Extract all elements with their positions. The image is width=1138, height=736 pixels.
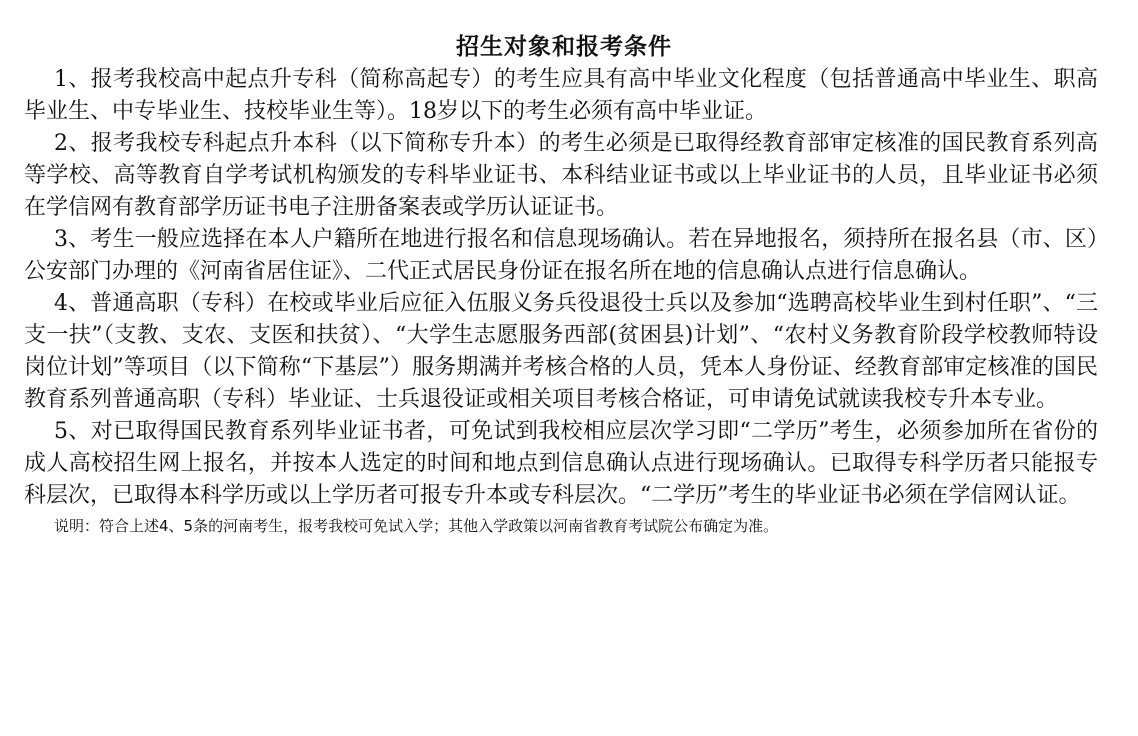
footnote: 说明：符合上述4、5条的河南考生，报考我校可免试入学；其他入学政策以河南省教育考试院公布确定为准。 xyxy=(54,517,779,535)
document-title: 招生对象和报考条件 xyxy=(456,33,672,60)
condition-paragraph-1: 1、报考我校高中起点升专科（简称高起专）的考生应具有高中毕业文化程度（包括普通高中毕业生、职高毕业生、中专毕业生、技校毕业生等）。18岁以下的考生必须有高中毕业证。 xyxy=(24,67,1098,124)
condition-paragraph-4: 4、普通高职（专科）在校或毕业后应征入伍服义务兵役退役士兵以及参加“选聘高校毕业生到村任职”、“三支一扶”（支教、支农、支医和扶贫）、“大学生志愿服务西部(贫困县)计划”、“农村义务教育阶段学校教师特设岗位计划”等项目（以下简称“下基层”）服务期满并考核合格的人员，凭本人身份证、经教育部审定核准的国民教育系列普通高职（专科）毕业证、士兵退役证或相关项目考核合格证，可申请免试就读我校专升本专业。 xyxy=(24,291,1098,412)
condition-paragraph-5: 5、对已取得国民教育系列毕业证书者，可免试到我校相应层次学习即“二学历”考生，必须参加所在省份的成人高校招生网上报名，并按本人选定的时间和地点到信息确认点进行现场确认。已取得专科学历者只能报专科层次，已取得本科学历或以上学历者可报专升本或专科层次。“二学历”考生的毕业证书必须在学信网认证。 xyxy=(24,419,1098,508)
condition-paragraph-3: 3、考生一般应选择在本人户籍所在地进行报名和信息现场确认。若在异地报名，须持所在报名县（市、区）公安部门办理的《河南省居住证》、二代正式居民身份证在报名所在地的信息确认点进行信息确认。 xyxy=(24,227,1098,284)
condition-paragraph-2: 2、报考我校专科起点升本科（以下简称专升本）的考生必须是已取得经教育部审定核准的国民教育系列高等学校、高等教育自学考试机构颁发的专科毕业证书、本科结业证书或以上毕业证书的人员，且毕业证书必须在学信网有教育部学历证书电子注册备案表或学历认证证书。 xyxy=(24,131,1098,220)
document-body xyxy=(24,30,1098,536)
